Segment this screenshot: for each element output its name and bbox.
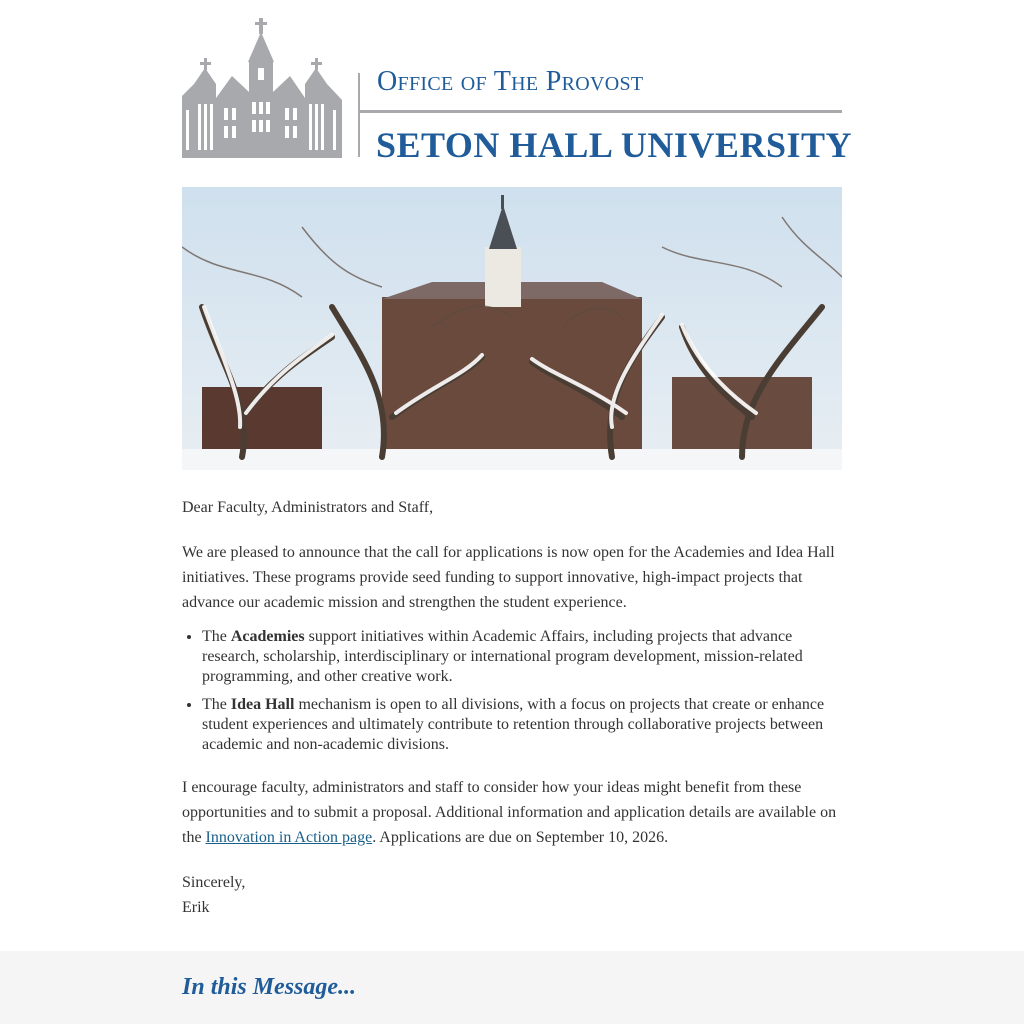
closing: Sincerely, [182, 874, 246, 891]
innovation-in-action-link[interactable]: Innovation in Action page [205, 829, 373, 846]
bullet-title: Idea Hall [230, 696, 295, 713]
signature: Erik [182, 899, 210, 916]
letter-body [182, 495, 842, 920]
logo-divider [358, 73, 360, 157]
church-building-icon [182, 18, 344, 158]
due-date-text: . Applications are due on September 10, 2026. [372, 829, 669, 846]
footer-band [0, 951, 1024, 1024]
bullet-lead: The [202, 628, 231, 645]
bullet-text: support initiatives within Academic Affairs, including projects that advance research, scholarship, interdisciplinary or international program development, mission-related programming, and other creative work. [202, 628, 803, 685]
intro-paragraph: We are pleased to announce that the call for applications is now open for the Academies and Idea Hall initiatives. These programs provide seed funding to support innovative, high-impact projects that advance our academic mission and strengthen the student experience. [182, 544, 835, 611]
email-container [182, 0, 852, 920]
bullet-lead: The [202, 696, 231, 713]
header [182, 0, 852, 187]
initiatives-list [182, 627, 842, 755]
encourage-text: I encourage faculty, administrators and staff to consider how your ideas might benefit from these opportunities and to submit a proposal. Additional information and application details are available on the [182, 779, 837, 846]
list-item [202, 627, 842, 687]
encourage-paragraph [182, 775, 842, 850]
logo-rule [359, 110, 842, 113]
list-item [202, 695, 842, 755]
greeting: Dear Faculty, Administrators and Staff, [182, 499, 434, 516]
university-name: SETON HALL UNIVERSITY [376, 125, 852, 165]
in-this-message-heading: In this Message... [182, 974, 357, 1000]
bullet-text: mechanism is open to all divisions, with a focus on projects that create or enhance student experiences and ultimately contribute to retention through collaborative projects between academic and non-academic divisions. [202, 696, 825, 753]
snowy-campus-photo [182, 187, 842, 470]
office-title: Office of The Provost [377, 66, 644, 97]
bullet-title: Academies [230, 628, 305, 645]
